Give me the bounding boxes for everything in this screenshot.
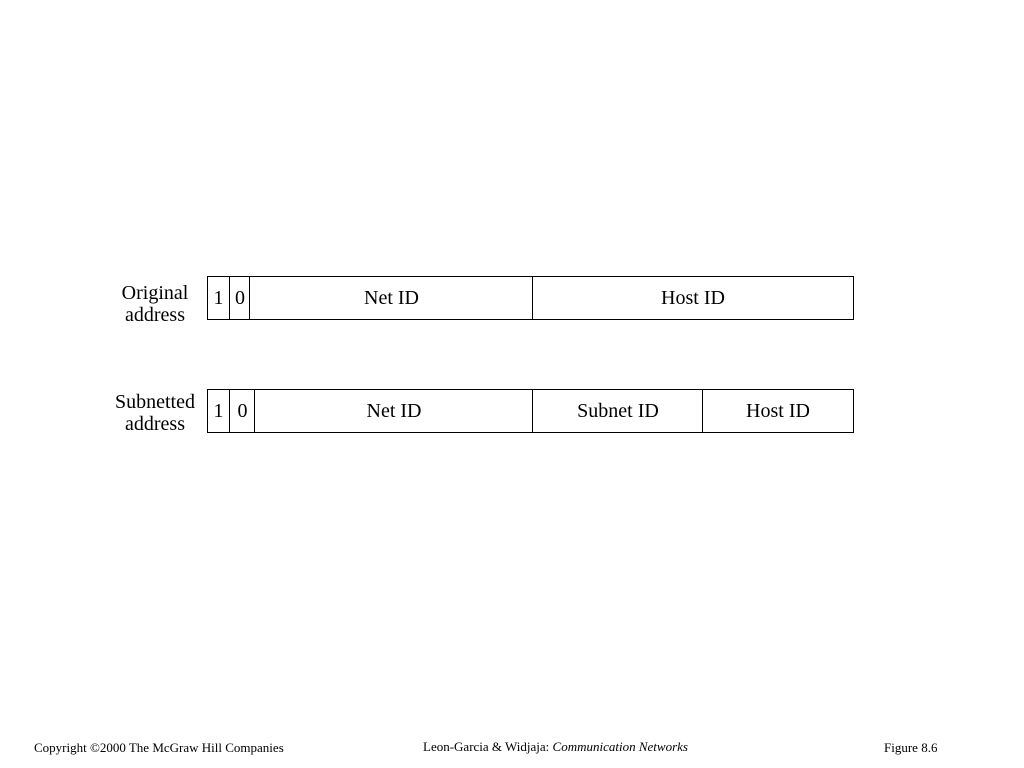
subnetted-address-label	[105, 391, 205, 435]
book-title: Communication Networks	[552, 739, 688, 754]
original-label-line1: Original	[121, 282, 189, 304]
subnetted-label-line2: address	[125, 413, 185, 435]
subnetted-host-id-field: Host ID	[702, 390, 853, 432]
book-citation	[423, 739, 688, 755]
subnetted-subnet-id-field: Subnet ID	[532, 390, 703, 432]
figure-number: Figure 8.6	[884, 740, 938, 755]
book-authors: Leon-Garcia & Widjaja:	[423, 739, 550, 754]
original-net-id-field: Net ID	[249, 277, 533, 319]
subnetted-net-id-field: Net ID	[254, 390, 533, 432]
original-label-line2: address	[125, 304, 185, 326]
original-bit-1: 1	[213, 286, 224, 309]
original-address-label	[105, 282, 205, 326]
subnetted-bit-0: 0	[229, 390, 255, 432]
original-bit-0: 0	[229, 277, 250, 319]
copyright-text: Copyright ©2000 The McGraw Hill Companies	[34, 740, 284, 755]
subnetted-bit-1: 1	[213, 399, 224, 422]
subnetted-address-box	[207, 389, 854, 433]
subnetted-label-line1: Subnetted	[115, 391, 195, 413]
original-host-id-field: Host ID	[532, 277, 853, 319]
original-address-box	[207, 276, 854, 320]
